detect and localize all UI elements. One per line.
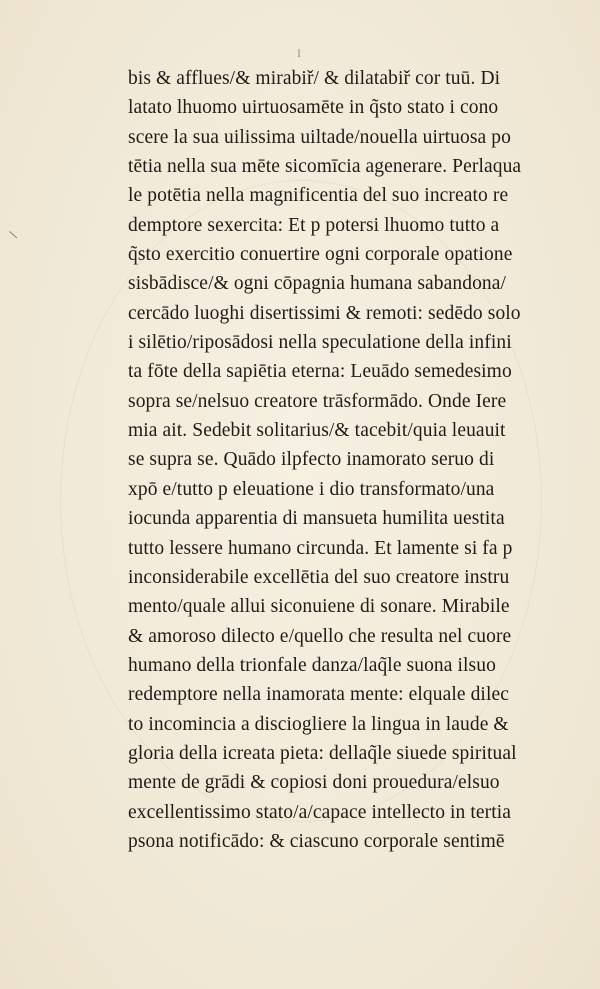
text-line: sisbādisce/& ogni cōpagnia humana sabandona/: [128, 273, 507, 295]
text-line: mia ait. Sedebit solitarius/& tacebit/quia leuauit: [128, 420, 506, 442]
text-line: to incomincia a disciogliere la lingua in laude &: [128, 713, 509, 735]
text-line: tutto lessere humano circunda. Et lamente si fa p: [128, 537, 513, 559]
text-line: tētia nella sua mēte sicomīcia agenerare. Perlaqua: [128, 156, 522, 178]
text-line: scere la sua uilissima uiltade/nouella uirtuosa po: [128, 126, 511, 148]
text-line: demptore sexercita: Et p potersi lhuomo tutto a: [128, 214, 500, 236]
text-line: gloria della icreata pieta: dellaq̃le siuede spiritual: [128, 742, 517, 764]
text-line: mento/quale allui siconuiene di sonare. Mirabile: [128, 596, 510, 618]
text-line: latato lhuomo uirtuosamēte in q̃sto stato i cono: [128, 97, 499, 119]
text-line: psona notificādo: & ciascuno corporale sentimē: [128, 830, 505, 852]
folio-number: I: [297, 46, 303, 60]
text-line: q̃sto exercitio conuertire ogni corporale opatione: [128, 244, 513, 266]
text-line: cercādo luoghi disertissimi & remoti: sedēdo solo: [128, 302, 521, 324]
text-line: ta fōte della sapiētia eterna: Leuādo semedesimo: [128, 361, 512, 383]
text-line: bis & afflues/& mirabiř/ & dilatabiř cor tuū. Di: [128, 68, 501, 89]
text-line: i silētio/riposādosi nella speculatione della infini: [128, 332, 512, 354]
text-line: iocunda apparentia di mansueta humilita uestita: [128, 508, 505, 530]
text-line: xpō e/tutto p eleuatione i dio transformato/una: [128, 478, 495, 500]
text-line: humano della trionfale danza/laq̃le suona ilsuo: [128, 654, 496, 676]
text-line: sopra se/nelsuo creatore trāsformādo. Onde Iere: [128, 390, 507, 412]
text-line: mente de grādi & copiosi doni prouedura/elsuo: [128, 772, 500, 794]
text-block: [128, 64, 568, 856]
text-line: excellentissimo stato/a/capace intellecto in tertia: [128, 801, 512, 823]
margin-mark: \: [8, 228, 20, 244]
text-line: redemptore nella inamorata mente: elquale dilec: [128, 684, 509, 706]
text-line: inconsiderabile excellētia del suo creatore instru: [128, 566, 510, 588]
text-line: & amoroso dilecto e/quello che resulta nel cuore: [128, 625, 512, 647]
text-line: le potētia nella magnificentia del suo increato re: [128, 185, 509, 207]
text-line: se supra se. Quādo ilpfecto inamorato seruo di: [128, 449, 495, 471]
